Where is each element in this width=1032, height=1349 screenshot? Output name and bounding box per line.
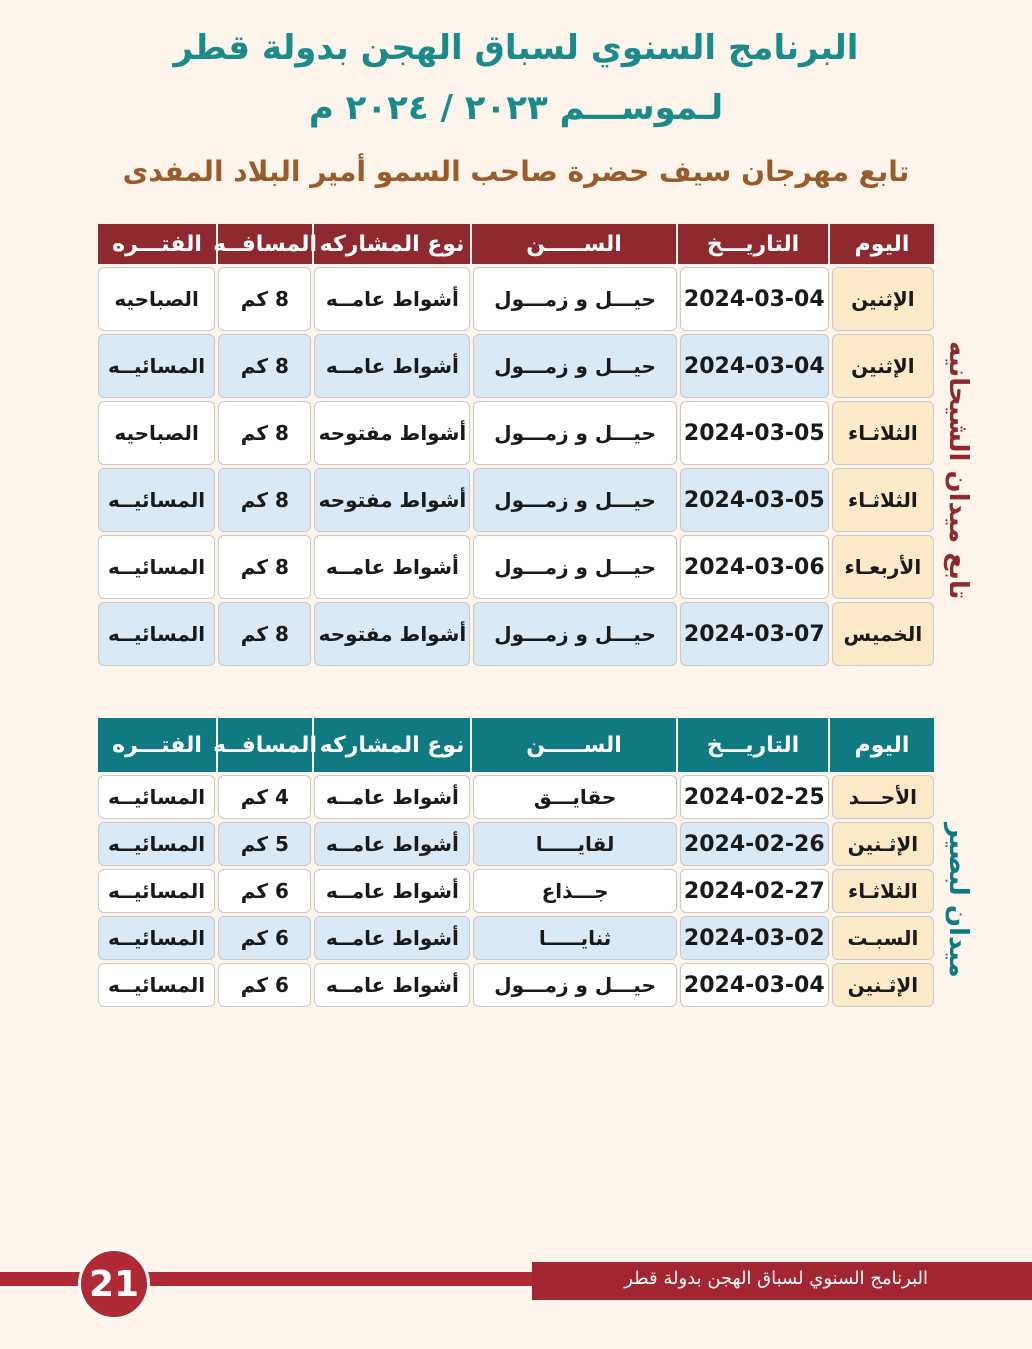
cell-age: ثنايـــــا — [473, 916, 677, 960]
cell-age: حيـــل و زمـــول — [473, 602, 677, 666]
cell-date: 2024-03-06 — [680, 535, 829, 599]
table-row — [98, 822, 934, 866]
cell-date: 2024-02-25 — [680, 775, 829, 819]
table-row — [98, 468, 934, 532]
header-age: الســـــن — [470, 718, 676, 772]
cell-date: 2024-03-07 — [680, 602, 829, 666]
header-distance: المسافــه — [216, 718, 312, 772]
table-row — [98, 334, 934, 398]
cell-type: أشواط عامــه — [314, 334, 470, 398]
cell-day: الأربعـاء — [832, 535, 934, 599]
cell-period: المسائيــه — [98, 468, 215, 532]
cell-distance: 6 كم — [218, 963, 311, 1007]
cell-distance: 8 كم — [218, 468, 311, 532]
cell-day: الأحـــد — [832, 775, 934, 819]
cell-distance: 6 كم — [218, 916, 311, 960]
header-type: نوع المشاركه — [312, 718, 470, 772]
cell-distance: 8 كم — [218, 334, 311, 398]
cell-type: أشواط مفتوحه — [314, 401, 470, 465]
cell-distance: 8 كم — [218, 535, 311, 599]
cell-type: أشواط عامــه — [314, 775, 470, 819]
cell-age: حيـــل و زمـــول — [473, 963, 677, 1007]
cell-period: الصباحيه — [98, 401, 215, 465]
cell-age: حيـــل و زمـــول — [473, 334, 677, 398]
cell-type: أشواط مفتوحه — [314, 468, 470, 532]
cell-date: 2024-03-04 — [680, 963, 829, 1007]
cell-date: 2024-02-26 — [680, 822, 829, 866]
header-date: التاريـــخ — [676, 224, 828, 264]
table-row — [98, 963, 934, 1007]
cell-age: جـــذاع — [473, 869, 677, 913]
shahaniya-side-label: تابع ميدان الشيحانيه — [943, 340, 973, 600]
cell-type: أشواط عامــه — [314, 963, 470, 1007]
shahaniya-schedule-table — [98, 224, 934, 666]
cell-distance: 6 كم — [218, 869, 311, 913]
table-row — [98, 869, 934, 913]
header-date: التاريـــخ — [676, 718, 828, 772]
cell-type: أشواط مفتوحه — [314, 602, 470, 666]
header-distance: المسافــه — [216, 224, 312, 264]
cell-distance: 8 كم — [218, 267, 311, 331]
table-body — [98, 775, 934, 1007]
cell-period: المسائيــه — [98, 963, 215, 1007]
cell-day: الإثنين — [832, 267, 934, 331]
festival-subtitle: تابع مهرجان سيف حضرة صاحب السمو أمير البلاد المفدى — [122, 155, 910, 188]
cell-period: الصباحيه — [98, 267, 215, 331]
cell-age: حيـــل و زمـــول — [473, 267, 677, 331]
cell-distance: 5 كم — [218, 822, 311, 866]
header-period: الفتـــره — [112, 231, 202, 257]
lebsair-side-label: ميدان لبصير — [943, 822, 973, 978]
cell-period: المسائيــه — [98, 602, 215, 666]
footer-text: البرنامج السنوي لسباق الهجن بدولة قطر — [624, 1268, 928, 1289]
table-row — [98, 535, 934, 599]
cell-date: 2024-03-05 — [680, 401, 829, 465]
cell-period: المسائيــه — [98, 916, 215, 960]
lebsair-schedule-table — [98, 718, 934, 1007]
header-period: الفتـــره — [112, 732, 202, 758]
season-title: لـموســـم ٢٠٢٣ / ٢٠٢٤ م — [308, 88, 724, 128]
cell-day: الإثنين — [832, 334, 934, 398]
header-type: نوع المشاركه — [312, 224, 470, 264]
page-title: البرنامج السنوي لسباق الهجن بدولة قطر — [173, 28, 859, 68]
cell-period: المسائيــه — [98, 334, 215, 398]
cell-distance: 8 كم — [218, 401, 311, 465]
cell-type: أشواط عامــه — [314, 267, 470, 331]
cell-period: المسائيــه — [98, 775, 215, 819]
cell-day: الإثـنين — [832, 963, 934, 1007]
cell-type: أشواط عامــه — [314, 535, 470, 599]
cell-date: 2024-03-04 — [680, 267, 829, 331]
table-row — [98, 267, 934, 331]
table-row — [98, 916, 934, 960]
cell-date: 2024-03-04 — [680, 334, 829, 398]
cell-date: 2024-03-05 — [680, 468, 829, 532]
cell-type: أشواط عامــه — [314, 869, 470, 913]
cell-period: المسائيــه — [98, 535, 215, 599]
page-number: 21 — [78, 1248, 150, 1320]
cell-age: حيـــل و زمـــول — [473, 401, 677, 465]
cell-day: الخميس — [832, 602, 934, 666]
cell-date: 2024-03-02 — [680, 916, 829, 960]
table-row — [98, 401, 934, 465]
cell-age: حقايـــق — [473, 775, 677, 819]
cell-period: المسائيــه — [98, 822, 215, 866]
cell-day: الإثـنين — [832, 822, 934, 866]
cell-distance: 8 كم — [218, 602, 311, 666]
cell-period: المسائيــه — [98, 869, 215, 913]
cell-distance: 4 كم — [218, 775, 311, 819]
cell-day: السبـت — [832, 916, 934, 960]
cell-type: أشواط عامــه — [314, 822, 470, 866]
table-header-row — [98, 718, 934, 772]
table-row — [98, 775, 934, 819]
header-age: الســـــن — [470, 224, 676, 264]
table-row — [98, 602, 934, 666]
cell-day: الثلاثـاء — [832, 401, 934, 465]
cell-type: أشواط عامــه — [314, 916, 470, 960]
cell-day: الثلاثـاء — [832, 468, 934, 532]
cell-day: الثلاثـاء — [832, 869, 934, 913]
cell-date: 2024-02-27 — [680, 869, 829, 913]
table-header-row — [98, 224, 934, 264]
header-day: اليوم — [828, 224, 934, 264]
header-day: اليوم — [828, 718, 934, 772]
cell-age: حيـــل و زمـــول — [473, 468, 677, 532]
cell-age: حيـــل و زمـــول — [473, 535, 677, 599]
table-body — [98, 267, 934, 666]
cell-age: لقايـــــا — [473, 822, 677, 866]
